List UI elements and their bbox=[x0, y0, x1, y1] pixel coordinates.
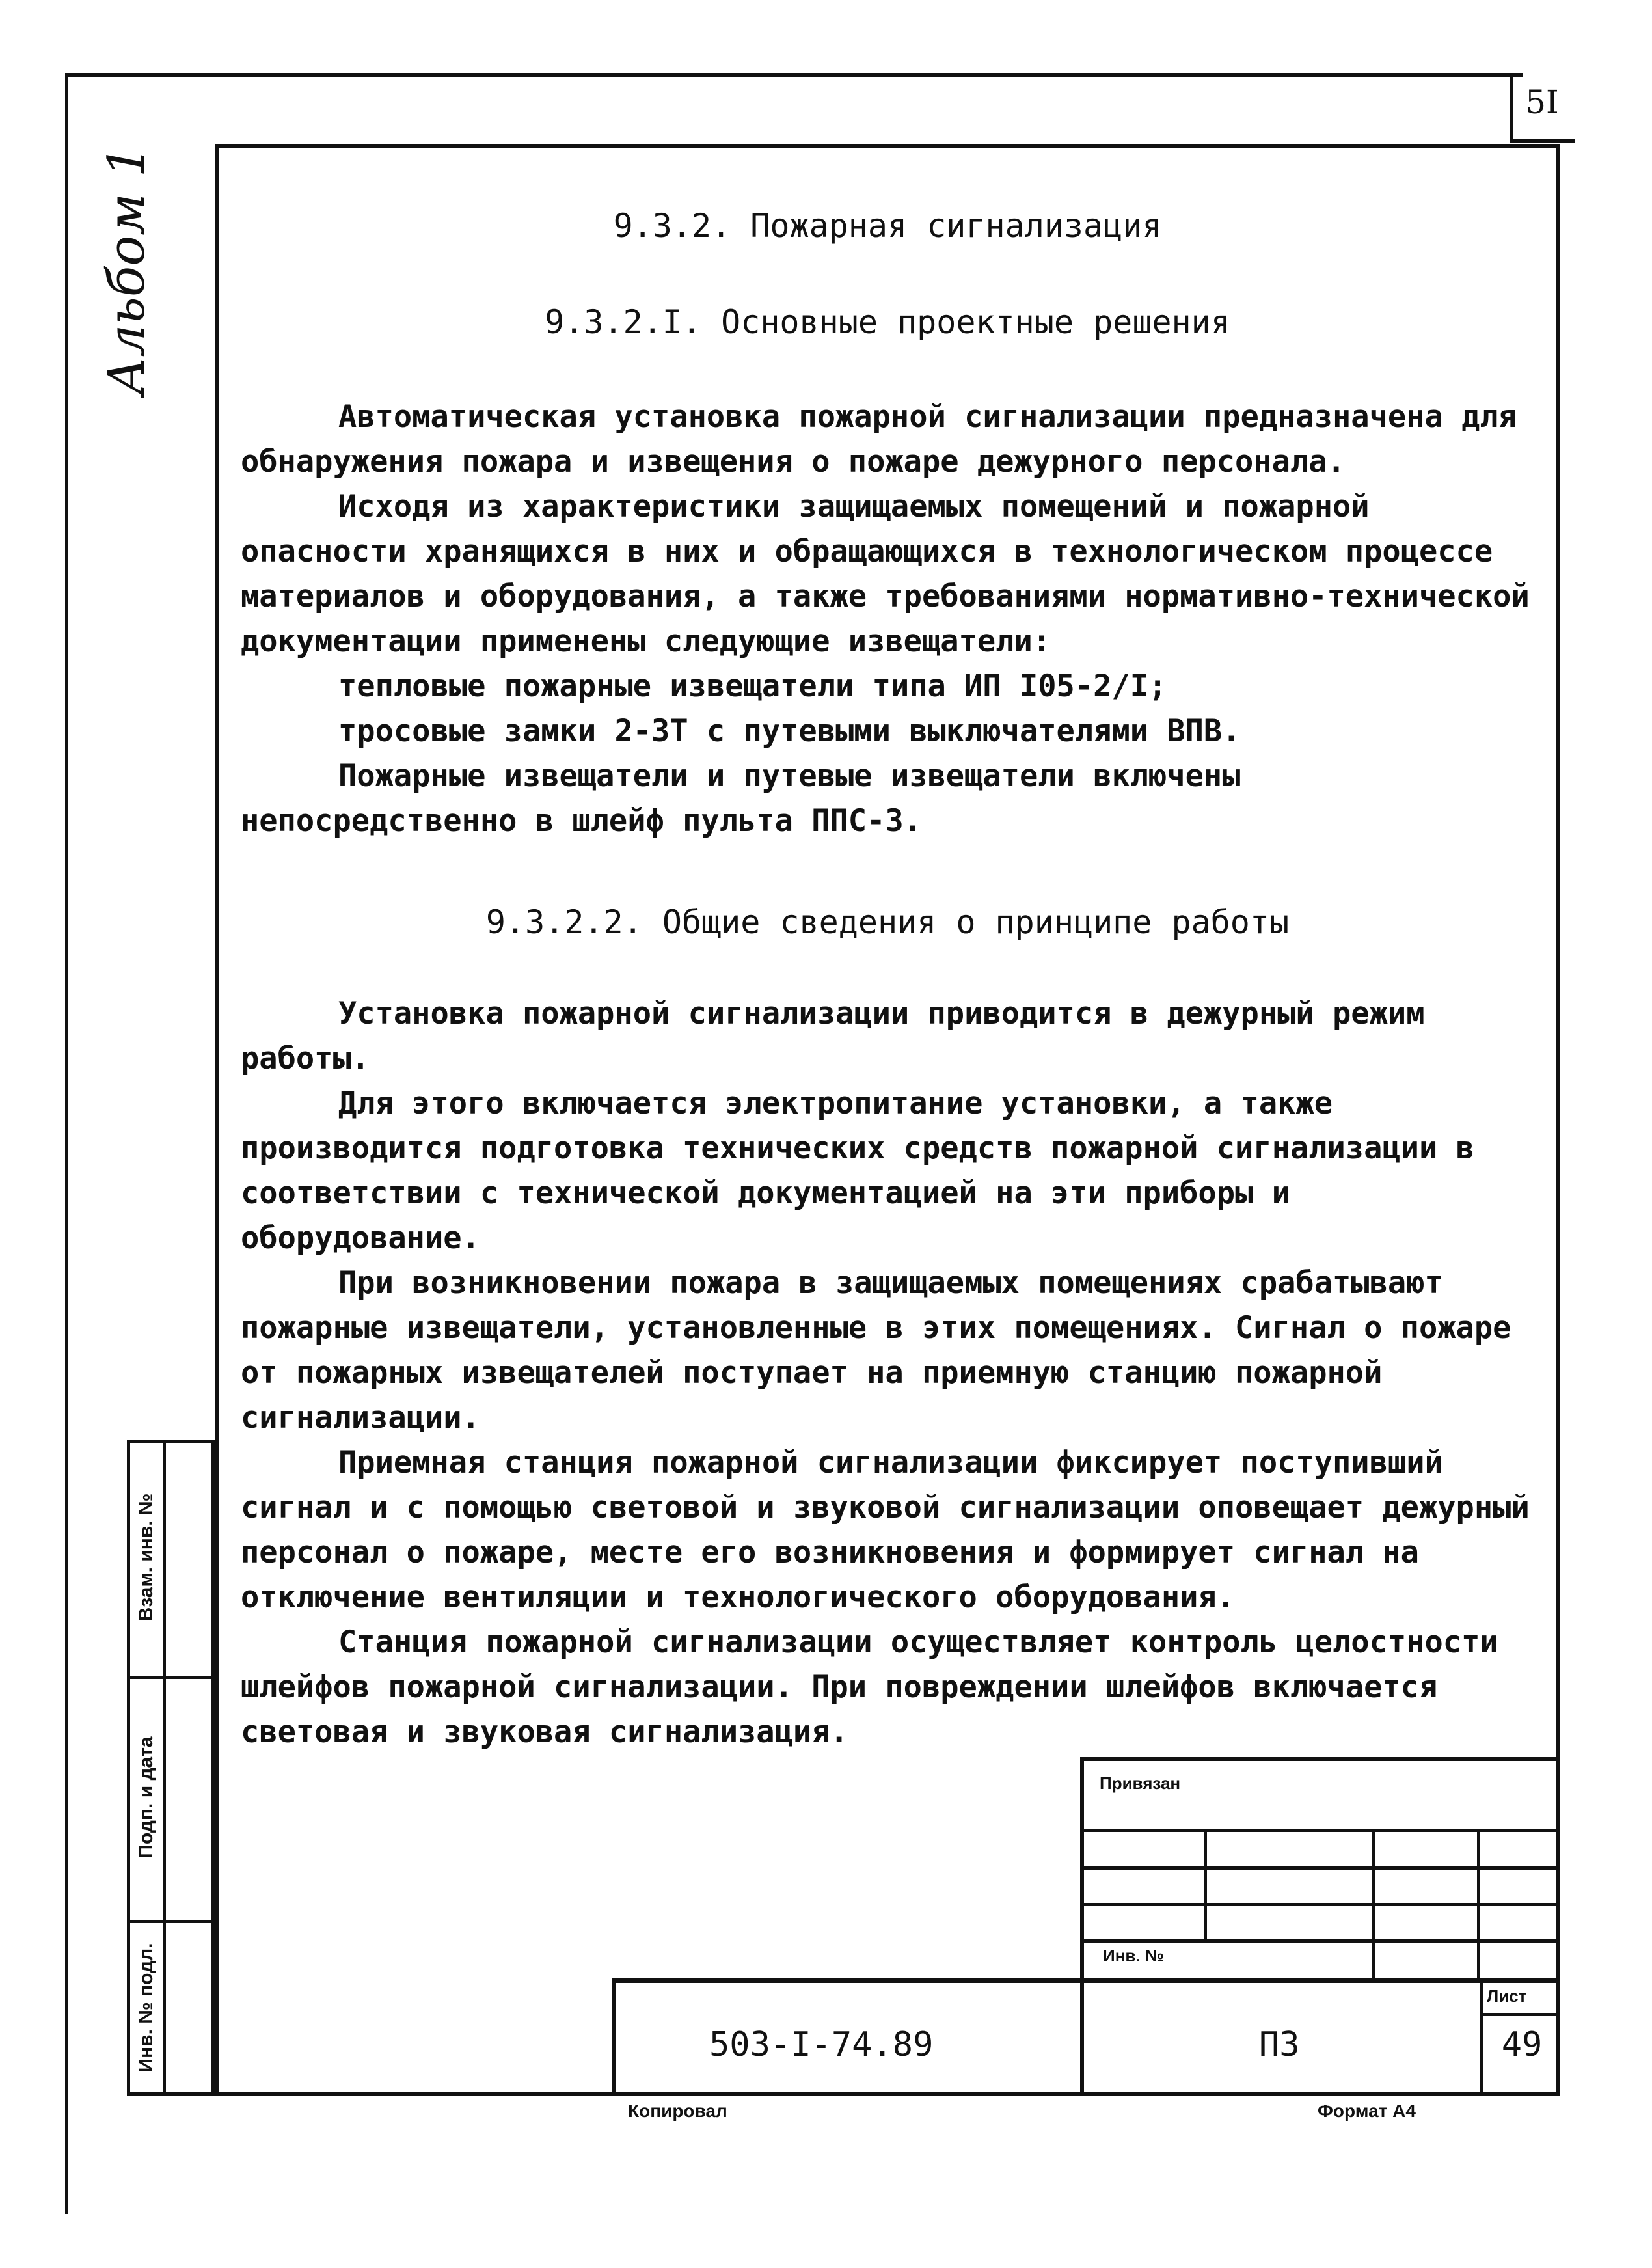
list-item: тепловые пожарные извещатели типа ИП I05-2/I; bbox=[338, 668, 1167, 704]
outer-frame-left bbox=[65, 73, 68, 2214]
title-block-line bbox=[1372, 1829, 1375, 1978]
paragraph: При возникновении пожара в защищаемых помещениях срабатывают пожарные извещатели, установленные в этих помещениях. Сигнал о пожаре от пожарных извещателей поступает на приемную станцию пожарной сигнализации. bbox=[241, 1265, 1511, 1436]
stamp-zam-inv-label: Взам. инв. № bbox=[135, 1493, 157, 1622]
document-type: ПЗ bbox=[1259, 2025, 1300, 2064]
title-block-line bbox=[1080, 1939, 1560, 1943]
body-block-2 bbox=[241, 991, 1532, 1755]
stamp-divider bbox=[127, 1676, 215, 1679]
title-block-line bbox=[1080, 1829, 1560, 1832]
main-inscription-left bbox=[612, 1978, 616, 2096]
body-block-1 bbox=[241, 394, 1532, 843]
title-block-line bbox=[1477, 1829, 1480, 1978]
list-item: тросовые замки 2-ЗТ с путевыми выключателями ВПВ. bbox=[338, 713, 1241, 749]
document-code: 503-I-74.89 bbox=[709, 2025, 934, 2064]
copied-label: Копировал bbox=[628, 2101, 727, 2121]
title-block-line bbox=[1204, 1829, 1207, 1939]
format-label: Формат А4 bbox=[1318, 2101, 1416, 2121]
paragraph: Приемная станция пожарной сигнализации фиксирует поступивший сигнал и с помощью световой и звуковой сигнализации оповещает дежурный персонал о пожаре, месте его возникновения и формирует сигнал на отключение вентиляции и технологического оборудования. bbox=[241, 1445, 1530, 1615]
handwritten-album-note: Альбом 1 bbox=[98, 144, 156, 396]
stamp-podp-data-label: Подп. и дата bbox=[135, 1736, 157, 1859]
stamp-divider bbox=[127, 1920, 215, 1923]
section-heading: 9.3.2. Пожарная сигнализация bbox=[613, 207, 1162, 245]
privyazan-label: Привязан bbox=[1100, 1773, 1181, 1793]
title-block-line bbox=[1080, 1903, 1560, 1906]
title-block-line bbox=[1080, 1866, 1560, 1870]
subsection-heading-2: 9.3.2.2. Общие сведения о принципе работы bbox=[485, 903, 1290, 941]
stamp-inv-podl-label: Инв. № подл. bbox=[135, 1943, 157, 2073]
paragraph: Станция пожарной сигнализации осуществляет контроль целостности шлейфов пожарной сигнализации. При повреждении шлейфов включается световая и звуковая сигнализация. bbox=[241, 1624, 1498, 1750]
sheet-cell-divider bbox=[1480, 2013, 1560, 2016]
paragraph: Для этого включается электропитание установки, а также производится подготовка технических средств пожарной сигнализации в соответствии с технической документацией на эти приборы и оборудование. bbox=[241, 1086, 1474, 1256]
subsection-heading-1: 9.3.2.I. Основные проектные решения bbox=[545, 303, 1230, 341]
page-number: 5I bbox=[1525, 83, 1559, 121]
outer-frame-top bbox=[65, 73, 1523, 77]
sheet-label: Лист bbox=[1487, 1986, 1527, 2006]
paragraph: Установка пожарной сигнализации приводится в дежурный режим работы. bbox=[241, 996, 1425, 1076]
inv-no-label: Инв. № bbox=[1103, 1946, 1164, 1965]
paragraph: Автоматическая установка пожарной сигнализации предназначена для обнаружения пожара и извещения о пожаре дежурного персонала. bbox=[241, 399, 1517, 480]
sheet-number: 49 bbox=[1501, 2025, 1543, 2064]
paragraph: Исходя из характеристики защищаемых помещений и пожарной опасности хранящихся в них и обращающихся в технологическом процессе материалов и оборудования, а также требованиями нормативно-технической документации применены следующие извещатели: bbox=[241, 489, 1530, 659]
main-inscription-top bbox=[612, 1978, 1560, 1983]
paragraph: Пожарные извещатели и путевые извещатели включены непосредственно в шлейф пульта ППС-3. bbox=[241, 758, 1241, 839]
